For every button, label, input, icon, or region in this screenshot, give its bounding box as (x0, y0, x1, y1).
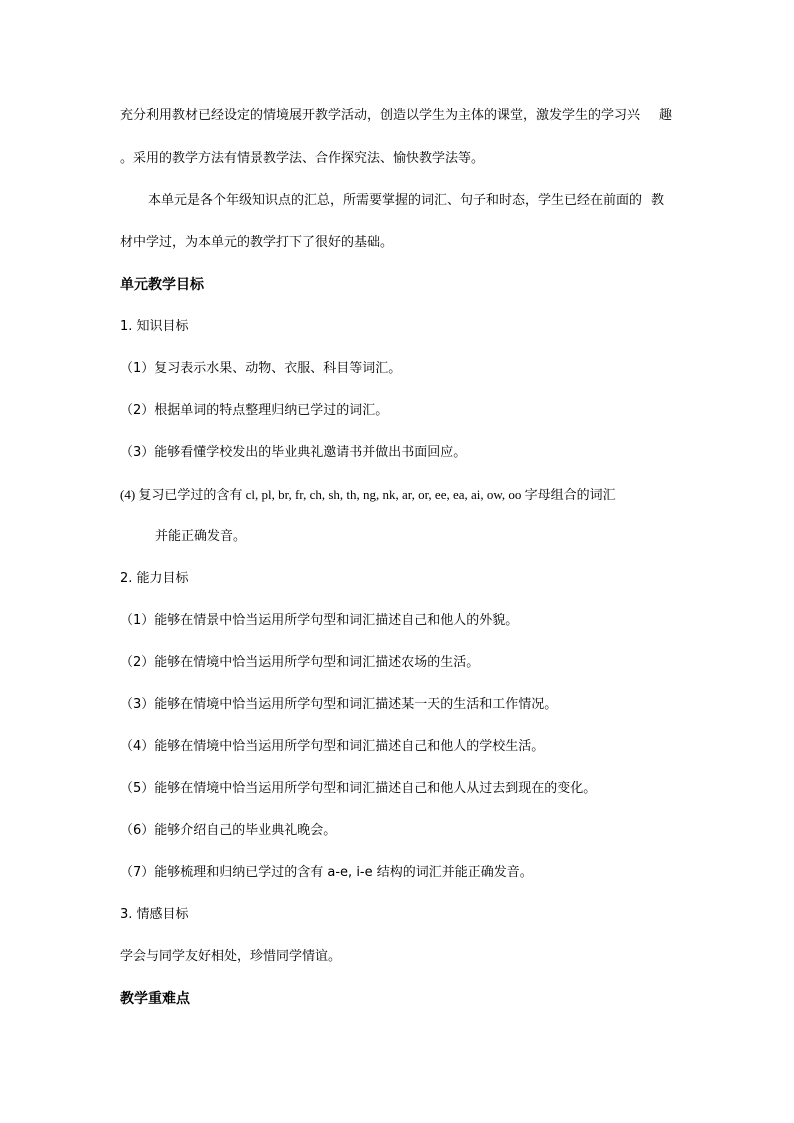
ability-goal-item: （1）能够在情景中恰当运用所学句型和词汇描述自己和他人的外貌。 (120, 613, 519, 628)
knowledge-goals-title: 1. 知识目标 (120, 319, 189, 334)
unit-goals-heading: 单元教学目标 (120, 277, 204, 293)
knowledge-goal-item-continuation: 并能正确发音。 (155, 529, 247, 544)
ability-goal-item: （2）能够在情境中恰当运用所学句型和词汇描述农场的生活。 (120, 655, 480, 670)
knowledge-goal-item: （3）能够看懂学校发出的毕业典礼邀请书并做出书面回应。 (120, 445, 467, 460)
emotion-goals-title: 3. 情感目标 (120, 907, 189, 922)
knowledge-goal-item: （2）根据单词的特点整理归纳已学过的词汇。 (120, 403, 389, 418)
ability-goal-item: （4）能够在情境中恰当运用所学句型和词汇描述自己和他人的学校生活。 (120, 739, 545, 754)
ability-goal-item: （5）能够在情境中恰当运用所学句型和词汇描述自己和他人从过去到现在的变化。 (120, 781, 597, 796)
intro-paragraph-line-4: 材中学过，为本单元的教学打下了很好的基础。 (120, 235, 394, 250)
intro-line-3-main: 本单元是各个年级知识点的汇总，所需要掌握的词汇、句子和时态，学生已经在前面的 (148, 193, 643, 208)
intro-line-3-end: 教 (650, 193, 664, 208)
intro-paragraph-line-2: 。采用的教学方法有情景教学法、合作探究法、愉快教学法等。 (120, 151, 485, 166)
knowledge-goal-item: （1）复习表示水果、动物、衣服、科目等词汇。 (120, 361, 402, 376)
ability-goal-item: （6）能够介绍自己的毕业典礼晚会。 (120, 823, 337, 838)
emotion-goal-text: 学会与同学友好相处，珍惜同学情谊。 (120, 949, 342, 964)
ability-goal-item: （3）能够在情境中恰当运用所学句型和词汇描述某一天的生活和工作情况。 (120, 697, 558, 712)
ability-goals-title: 2. 能力目标 (120, 571, 189, 586)
intro-line-1-end: 趣 (658, 108, 672, 123)
intro-line-1-main: 充分利用教材已经设定的情境展开教学活动，创造以学生为主体的课堂，激发学生的学习兴 (120, 108, 641, 123)
intro-paragraph-line-3 (148, 192, 664, 210)
knowledge-goal-item: (4) 复习已学过的含有 cl, pl, br, fr, ch, sh, th, ng, nk, ar, or, ee, ea, ai, ow, oo 字母组合的词汇 (120, 487, 616, 502)
ability-goal-item: （7）能够梳理和归纳已学过的含有 a-e, i-e 结构的词汇并能正确发音。 (120, 865, 533, 880)
difficulties-heading: 教学重难点 (120, 991, 190, 1007)
intro-paragraph-line-1 (120, 107, 672, 125)
